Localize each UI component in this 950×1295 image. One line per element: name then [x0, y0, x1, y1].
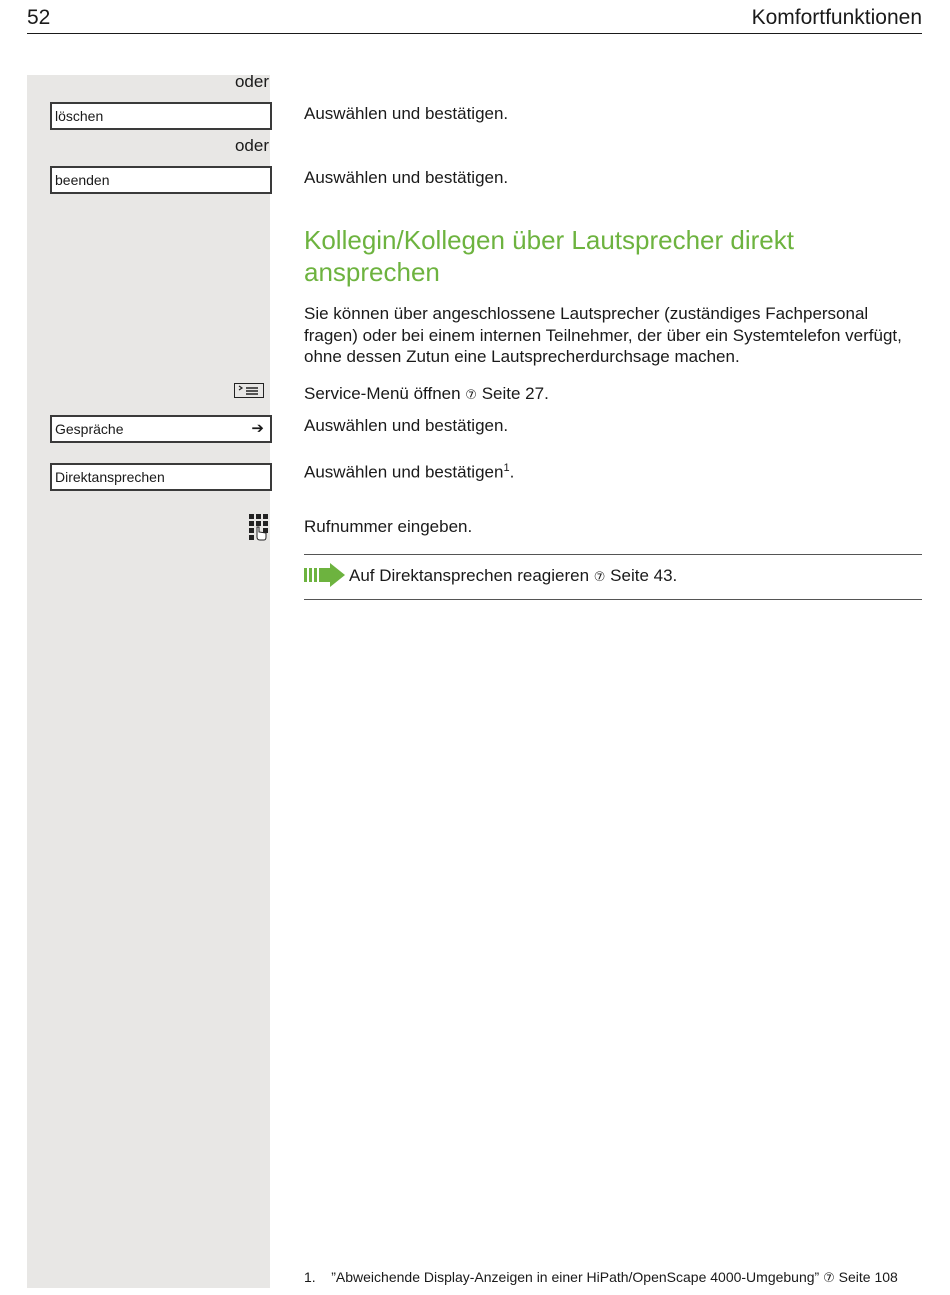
section-heading: Kollegin/Kollegen über Lautsprecher direkt ansprechen [304, 225, 794, 287]
loeschen-key-label: löschen [55, 108, 104, 124]
keypad-icon [247, 513, 269, 541]
service-menu-step [304, 384, 549, 404]
page-reference-icon: ⑦ [593, 569, 606, 584]
service-menu-icon [234, 383, 264, 398]
page-reference-icon: ⑦ [465, 387, 477, 402]
footnote-number: 1. [304, 1269, 316, 1285]
footnote-marker: 1 [503, 462, 510, 474]
intro-paragraph: Sie können über angeschlossene Lautsprecher (zuständiges Fachpersonal fragen) oder bei einem internen Teilnehmer, der über ein Systemtelefon verfügt, ohne dessen Zutun eine Lautsprecherdurchsage machen. [304, 304, 902, 366]
step-text: Auswählen und bestätigen. [304, 104, 509, 123]
note-bottom-rule [304, 599, 922, 600]
page-reference-icon: ⑦ [823, 1270, 835, 1285]
step-text: Auswählen und bestätigen. [304, 168, 509, 187]
note-text: Auf Direktansprechen reagieren [349, 566, 590, 585]
beenden-key[interactable] [50, 166, 272, 194]
arrow-right-icon: ➔ [251, 420, 264, 437]
oder-label: oder [234, 136, 269, 155]
footnote [304, 1269, 898, 1286]
direktansprechen-key-label: Direktansprechen [55, 469, 165, 485]
note-top-rule [304, 554, 922, 555]
direktansprechen-key[interactable] [50, 463, 272, 491]
period: . [509, 462, 515, 482]
note-ref[interactable]: Seite 43. [610, 566, 678, 585]
service-menu-text: Service-Menü öffnen [304, 384, 461, 403]
header-divider [27, 33, 922, 34]
note [349, 566, 677, 586]
note-arrow-icon [304, 562, 346, 588]
instruction-sidebar [27, 75, 270, 1288]
service-menu-ref[interactable]: Seite 27. [481, 384, 549, 403]
oder-label: oder [234, 72, 269, 91]
footnote-ref[interactable]: Seite 108 [838, 1269, 898, 1285]
gespraeche-key-label: Gespräche [55, 421, 124, 437]
section-header-title: Komfortfunktionen [751, 6, 922, 29]
beenden-key-label: beenden [55, 172, 110, 188]
step-text-footnoted [304, 462, 514, 483]
step-text: Auswählen und bestätigen. [304, 416, 509, 435]
step-text: Rufnummer eingeben. [304, 517, 473, 536]
page-number: 52 [27, 6, 51, 29]
gespraeche-key[interactable] [50, 415, 272, 443]
loeschen-key[interactable] [50, 102, 272, 130]
footnote-text: ”Abweichende Display-Anzeigen in einer HiPath/OpenScape 4000-Umgebung” [331, 1269, 820, 1285]
step-text: Auswählen und bestätigen [304, 462, 504, 482]
